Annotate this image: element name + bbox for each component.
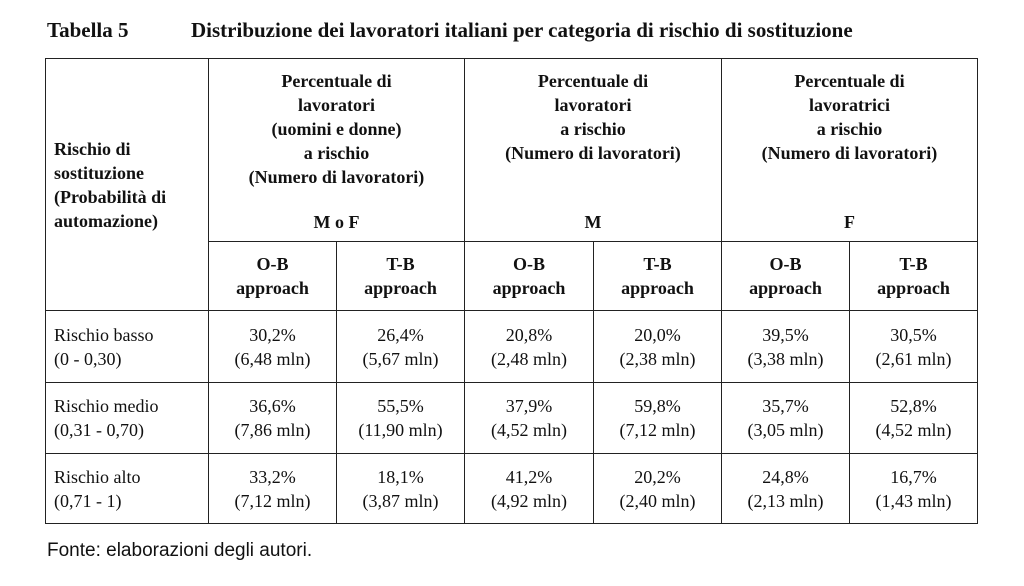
table-title: Distribuzione dei lavoratori italiani per categoria di rischio di sostituzione [191, 18, 853, 42]
data-cell: 37,9% (4,52 mln) [465, 383, 594, 454]
data-cell: 33,2% (7,12 mln) [209, 454, 337, 524]
data-cell: 20,8% (2,48 mln) [465, 311, 594, 383]
risk-label: Rischio alto (0,71 - 1) [46, 454, 209, 524]
risk-label: Rischio basso (0 - 0,30) [46, 311, 209, 383]
risk-distribution-table [45, 58, 978, 524]
approach-header: O-B approach [209, 242, 337, 311]
data-cell: 41,2% (4,92 mln) [465, 454, 594, 524]
data-cell: 39,5% (3,38 mln) [722, 311, 850, 383]
data-cell: 16,7% (1,43 mln) [850, 454, 978, 524]
data-cell: 55,5% (11,90 mln) [337, 383, 465, 454]
table-row [46, 454, 978, 524]
table-row [46, 311, 978, 383]
approach-header: O-B approach [722, 242, 850, 311]
data-cell: 24,8% (2,13 mln) [722, 454, 850, 524]
data-cell: 30,2% (6,48 mln) [209, 311, 337, 383]
group-sex-label: M [584, 212, 602, 232]
table-caption [47, 18, 853, 43]
group-header-women: Percentuale di lavoratrici a rischio (Numero di lavoratori) F [722, 59, 978, 242]
data-cell: 30,5% (2,61 mln) [850, 311, 978, 383]
data-cell: 26,4% (5,67 mln) [337, 311, 465, 383]
source-note: Fonte: elaborazioni degli autori. [47, 540, 313, 561]
table-number: Tabella 5 [47, 18, 129, 42]
approach-header: T-B approach [850, 242, 978, 311]
group-header-men: Percentuale di lavoratori a rischio (Numero di lavoratori) M [465, 59, 722, 242]
group-header-total: Percentuale di lavoratori (uomini e donne) a rischio (Numero di lavoratori) M o F [209, 59, 465, 242]
risk-label: Rischio medio (0,31 - 0,70) [46, 383, 209, 454]
group-sex-label: M o F [313, 212, 360, 232]
approach-header: T-B approach [594, 242, 722, 311]
data-cell: 20,2% (2,40 mln) [594, 454, 722, 524]
data-cell: 18,1% (3,87 mln) [337, 454, 465, 524]
group-sex-label: F [844, 212, 855, 232]
approach-header: T-B approach [337, 242, 465, 311]
data-cell: 35,7% (3,05 mln) [722, 383, 850, 454]
data-cell: 59,8% (7,12 mln) [594, 383, 722, 454]
row-label-header: Rischio di sostituzione (Probabilità di automazione) [46, 59, 209, 311]
data-cell: 52,8% (4,52 mln) [850, 383, 978, 454]
approach-header: O-B approach [465, 242, 594, 311]
table-row [46, 383, 978, 454]
data-cell: 36,6% (7,86 mln) [209, 383, 337, 454]
data-cell: 20,0% (2,38 mln) [594, 311, 722, 383]
